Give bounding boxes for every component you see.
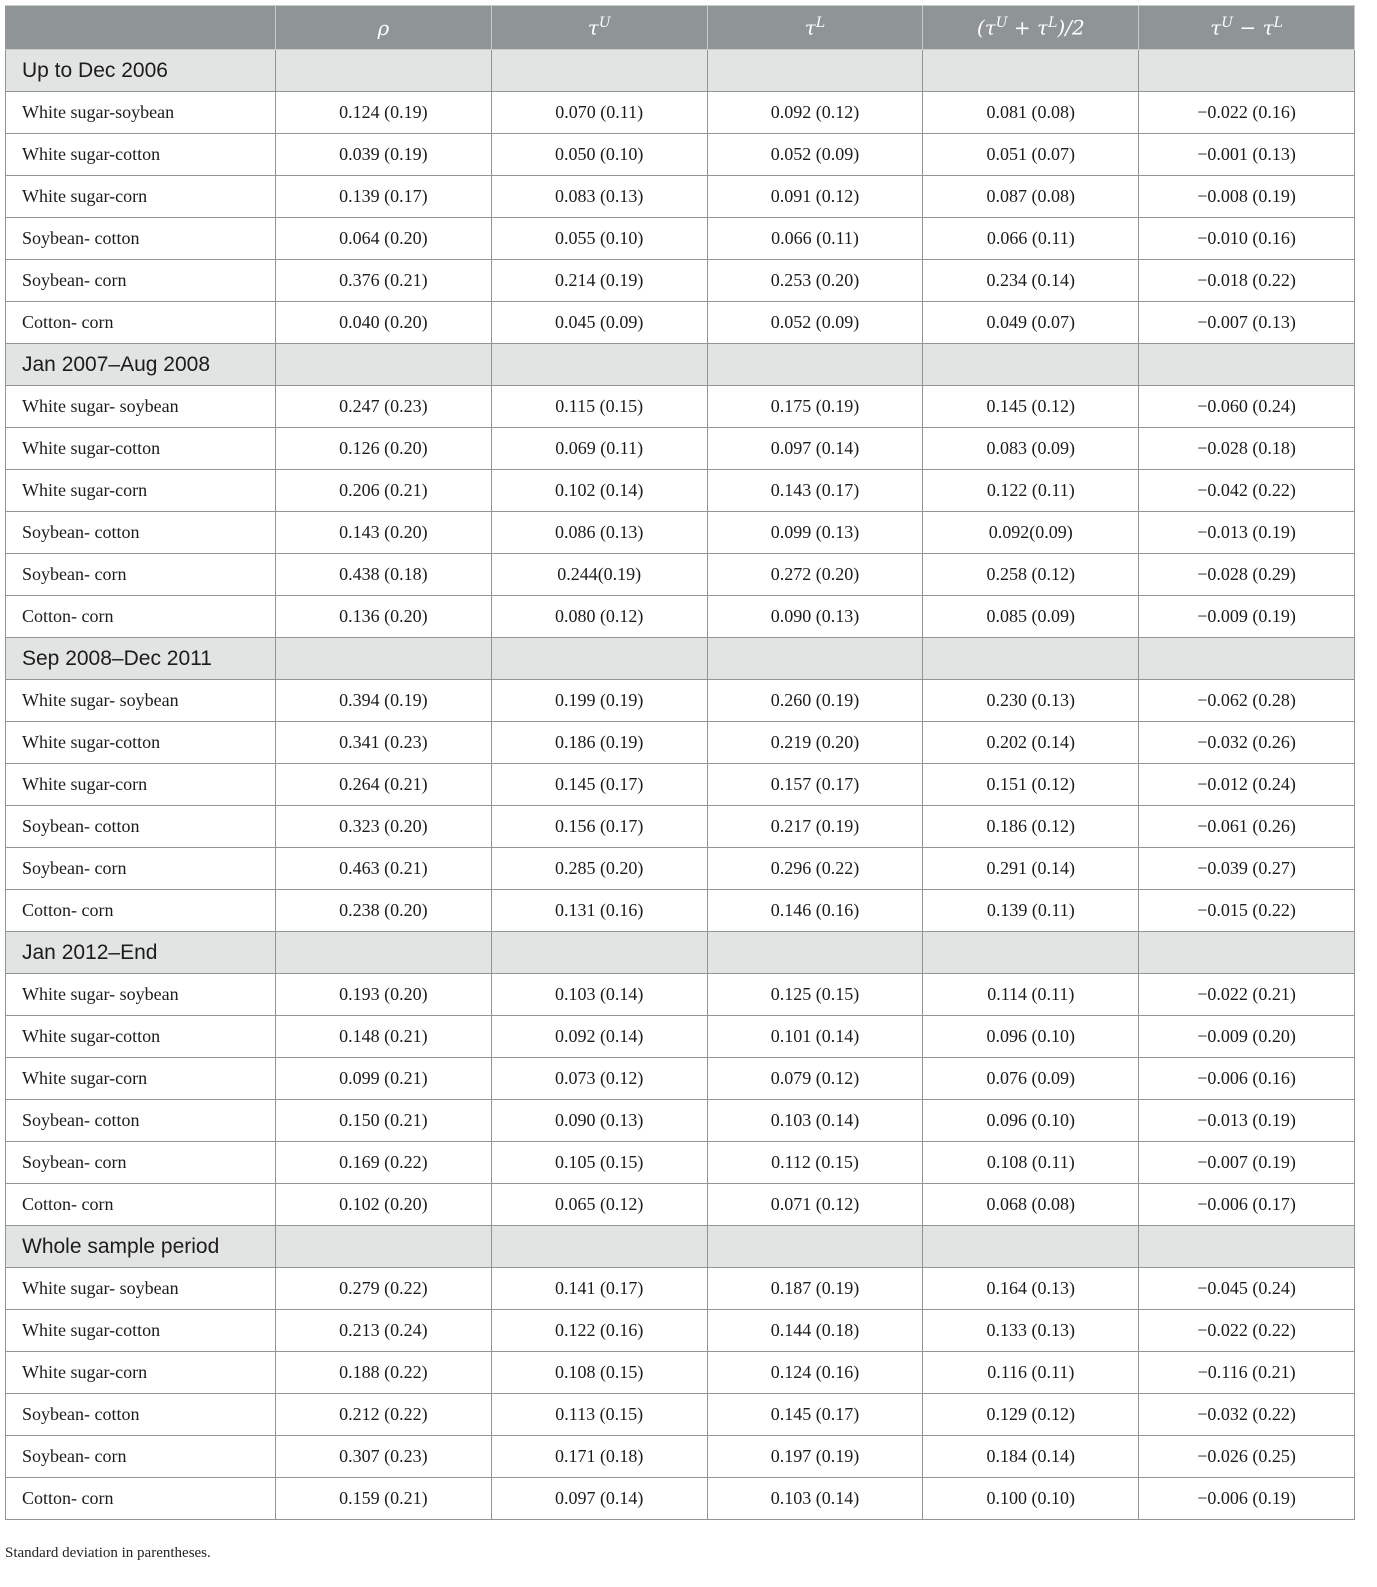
- table-row: [6, 470, 1355, 512]
- value-cell: −0.013 (0.19): [1139, 1100, 1355, 1142]
- value-cell: 0.105 (0.15): [491, 1142, 707, 1184]
- value-cell: −0.042 (0.22): [1139, 470, 1355, 512]
- table-row: [6, 764, 1355, 806]
- section-header-row: [6, 344, 1355, 386]
- value-cell: 0.264 (0.21): [276, 764, 492, 806]
- value-cell: −0.007 (0.13): [1139, 302, 1355, 344]
- value-cell: 0.112 (0.15): [707, 1142, 923, 1184]
- table-row: [6, 1184, 1355, 1226]
- value-cell: 0.175 (0.19): [707, 386, 923, 428]
- table-row: [6, 1352, 1355, 1394]
- section-title: Sep 2008–Dec 2011: [6, 638, 276, 680]
- pair-label: Cotton- corn: [6, 1184, 276, 1226]
- table-row: [6, 1142, 1355, 1184]
- table-row: [6, 302, 1355, 344]
- header-tau-diff: $\tau^U - \tau^L$: [1139, 6, 1355, 50]
- value-cell: 0.212 (0.22): [276, 1394, 492, 1436]
- value-cell: −0.013 (0.19): [1139, 512, 1355, 554]
- value-cell: 0.066 (0.11): [923, 218, 1139, 260]
- section-empty-cell: [707, 638, 923, 680]
- value-cell: −0.060 (0.24): [1139, 386, 1355, 428]
- value-cell: 0.156 (0.17): [491, 806, 707, 848]
- section-empty-cell: [276, 638, 492, 680]
- value-cell: 0.079 (0.12): [707, 1058, 923, 1100]
- value-cell: 0.148 (0.21): [276, 1016, 492, 1058]
- section-empty-cell: [923, 50, 1139, 92]
- value-cell: −0.032 (0.26): [1139, 722, 1355, 764]
- value-cell: 0.143 (0.17): [707, 470, 923, 512]
- header-rho: ρ: [276, 6, 492, 50]
- value-cell: −0.009 (0.20): [1139, 1016, 1355, 1058]
- pair-label: White sugar-cotton: [6, 134, 276, 176]
- value-cell: 0.115 (0.15): [491, 386, 707, 428]
- value-cell: 0.171 (0.18): [491, 1436, 707, 1478]
- table-row: [6, 134, 1355, 176]
- value-cell: 0.045 (0.09): [491, 302, 707, 344]
- section-title: Up to Dec 2006: [6, 50, 276, 92]
- value-cell: 0.073 (0.12): [491, 1058, 707, 1100]
- table-row: [6, 806, 1355, 848]
- value-cell: 0.164 (0.13): [923, 1268, 1139, 1310]
- value-cell: 0.055 (0.10): [491, 218, 707, 260]
- section-empty-cell: [707, 50, 923, 92]
- value-cell: 0.065 (0.12): [491, 1184, 707, 1226]
- table-row: [6, 1100, 1355, 1142]
- value-cell: 0.341 (0.23): [276, 722, 492, 764]
- value-cell: 0.291 (0.14): [923, 848, 1139, 890]
- pair-label: Cotton- corn: [6, 890, 276, 932]
- value-cell: −0.028 (0.18): [1139, 428, 1355, 470]
- value-cell: 0.244(0.19): [491, 554, 707, 596]
- header-tau-mean: $(\tau^U + \tau^L)/2$: [923, 6, 1139, 50]
- value-cell: 0.080 (0.12): [491, 596, 707, 638]
- value-cell: −0.012 (0.24): [1139, 764, 1355, 806]
- value-cell: 0.296 (0.22): [707, 848, 923, 890]
- pair-label: Soybean- corn: [6, 554, 276, 596]
- value-cell: 0.376 (0.21): [276, 260, 492, 302]
- value-cell: 0.083 (0.13): [491, 176, 707, 218]
- section-empty-cell: [1139, 1226, 1355, 1268]
- pair-label: White sugar-cotton: [6, 1016, 276, 1058]
- value-cell: 0.279 (0.22): [276, 1268, 492, 1310]
- section-empty-cell: [707, 1226, 923, 1268]
- value-cell: 0.199 (0.19): [491, 680, 707, 722]
- value-cell: 0.116 (0.11): [923, 1352, 1139, 1394]
- value-cell: 0.131 (0.16): [491, 890, 707, 932]
- value-cell: 0.169 (0.22): [276, 1142, 492, 1184]
- value-cell: 0.238 (0.20): [276, 890, 492, 932]
- value-cell: −0.022 (0.16): [1139, 92, 1355, 134]
- table-row: [6, 1436, 1355, 1478]
- value-cell: 0.145 (0.17): [491, 764, 707, 806]
- table-row: [6, 1016, 1355, 1058]
- pair-label: Soybean- cotton: [6, 806, 276, 848]
- value-cell: 0.099 (0.13): [707, 512, 923, 554]
- value-cell: 0.394 (0.19): [276, 680, 492, 722]
- section-empty-cell: [491, 50, 707, 92]
- value-cell: 0.188 (0.22): [276, 1352, 492, 1394]
- value-cell: 0.151 (0.12): [923, 764, 1139, 806]
- table-row: [6, 554, 1355, 596]
- value-cell: 0.051 (0.07): [923, 134, 1139, 176]
- table-row: [6, 1058, 1355, 1100]
- value-cell: −0.022 (0.21): [1139, 974, 1355, 1016]
- value-cell: 0.066 (0.11): [707, 218, 923, 260]
- value-cell: 0.039 (0.19): [276, 134, 492, 176]
- value-cell: 0.050 (0.10): [491, 134, 707, 176]
- value-cell: −0.001 (0.13): [1139, 134, 1355, 176]
- value-cell: 0.139 (0.11): [923, 890, 1139, 932]
- value-cell: 0.108 (0.15): [491, 1352, 707, 1394]
- pair-label: Soybean- corn: [6, 1142, 276, 1184]
- section-empty-cell: [1139, 638, 1355, 680]
- section-empty-cell: [276, 344, 492, 386]
- pair-label: Cotton- corn: [6, 596, 276, 638]
- value-cell: 0.323 (0.20): [276, 806, 492, 848]
- value-cell: −0.015 (0.22): [1139, 890, 1355, 932]
- section-empty-cell: [1139, 344, 1355, 386]
- section-header-row: [6, 50, 1355, 92]
- section-empty-cell: [707, 932, 923, 974]
- value-cell: 0.258 (0.12): [923, 554, 1139, 596]
- value-cell: 0.103 (0.14): [491, 974, 707, 1016]
- section-empty-cell: [923, 932, 1139, 974]
- dependence-table: [5, 5, 1355, 1520]
- table-row: [6, 596, 1355, 638]
- pair-label: White sugar-corn: [6, 1058, 276, 1100]
- section-title: Jan 2012–End: [6, 932, 276, 974]
- value-cell: 0.219 (0.20): [707, 722, 923, 764]
- section-empty-cell: [276, 932, 492, 974]
- value-cell: 0.102 (0.20): [276, 1184, 492, 1226]
- value-cell: 0.068 (0.08): [923, 1184, 1139, 1226]
- table-row: [6, 680, 1355, 722]
- value-cell: 0.129 (0.12): [923, 1394, 1139, 1436]
- value-cell: 0.202 (0.14): [923, 722, 1139, 764]
- value-cell: −0.006 (0.17): [1139, 1184, 1355, 1226]
- section-empty-cell: [491, 932, 707, 974]
- section-empty-cell: [707, 344, 923, 386]
- pair-label: White sugar- soybean: [6, 680, 276, 722]
- pair-label: White sugar- soybean: [6, 386, 276, 428]
- section-empty-cell: [491, 638, 707, 680]
- value-cell: 0.122 (0.11): [923, 470, 1139, 512]
- value-cell: 0.159 (0.21): [276, 1478, 492, 1520]
- value-cell: 0.052 (0.09): [707, 134, 923, 176]
- value-cell: 0.108 (0.11): [923, 1142, 1139, 1184]
- value-cell: 0.247 (0.23): [276, 386, 492, 428]
- table-row: [6, 848, 1355, 890]
- pair-label: White sugar-cotton: [6, 722, 276, 764]
- value-cell: 0.071 (0.12): [707, 1184, 923, 1226]
- value-cell: 0.136 (0.20): [276, 596, 492, 638]
- section-empty-cell: [923, 638, 1139, 680]
- value-cell: 0.143 (0.20): [276, 512, 492, 554]
- value-cell: 0.085 (0.09): [923, 596, 1139, 638]
- value-cell: 0.070 (0.11): [491, 92, 707, 134]
- header-row: [6, 6, 1355, 50]
- section-header-row: [6, 1226, 1355, 1268]
- table-row: [6, 218, 1355, 260]
- section-empty-cell: [923, 1226, 1139, 1268]
- value-cell: 0.102 (0.14): [491, 470, 707, 512]
- value-cell: 0.069 (0.11): [491, 428, 707, 470]
- section-empty-cell: [276, 50, 492, 92]
- value-cell: 0.126 (0.20): [276, 428, 492, 470]
- value-cell: 0.145 (0.17): [707, 1394, 923, 1436]
- table-row: [6, 890, 1355, 932]
- pair-label: Soybean- corn: [6, 848, 276, 890]
- value-cell: 0.124 (0.19): [276, 92, 492, 134]
- value-cell: 0.096 (0.10): [923, 1016, 1139, 1058]
- value-cell: 0.187 (0.19): [707, 1268, 923, 1310]
- section-title: Whole sample period: [6, 1226, 276, 1268]
- value-cell: 0.081 (0.08): [923, 92, 1139, 134]
- value-cell: 0.096 (0.10): [923, 1100, 1139, 1142]
- section-title: Jan 2007–Aug 2008: [6, 344, 276, 386]
- pair-label: White sugar-corn: [6, 470, 276, 512]
- value-cell: −0.022 (0.22): [1139, 1310, 1355, 1352]
- value-cell: 0.186 (0.12): [923, 806, 1139, 848]
- value-cell: 0.260 (0.19): [707, 680, 923, 722]
- value-cell: 0.150 (0.21): [276, 1100, 492, 1142]
- value-cell: 0.103 (0.14): [707, 1478, 923, 1520]
- value-cell: 0.122 (0.16): [491, 1310, 707, 1352]
- value-cell: 0.092 (0.14): [491, 1016, 707, 1058]
- pair-label: White sugar-corn: [6, 1352, 276, 1394]
- pair-label: White sugar-cotton: [6, 428, 276, 470]
- value-cell: 0.090 (0.13): [491, 1100, 707, 1142]
- value-cell: 0.076 (0.09): [923, 1058, 1139, 1100]
- pair-label: Soybean- corn: [6, 260, 276, 302]
- value-cell: 0.097 (0.14): [707, 428, 923, 470]
- value-cell: 0.213 (0.24): [276, 1310, 492, 1352]
- table-row: [6, 974, 1355, 1016]
- section-header-row: [6, 932, 1355, 974]
- value-cell: −0.007 (0.19): [1139, 1142, 1355, 1184]
- value-cell: 0.144 (0.18): [707, 1310, 923, 1352]
- value-cell: 0.186 (0.19): [491, 722, 707, 764]
- value-cell: 0.125 (0.15): [707, 974, 923, 1016]
- value-cell: 0.086 (0.13): [491, 512, 707, 554]
- value-cell: 0.272 (0.20): [707, 554, 923, 596]
- value-cell: −0.006 (0.16): [1139, 1058, 1355, 1100]
- table-row: [6, 428, 1355, 470]
- section-empty-cell: [1139, 932, 1355, 974]
- pair-label: Soybean- cotton: [6, 1394, 276, 1436]
- value-cell: 0.052 (0.09): [707, 302, 923, 344]
- value-cell: −0.018 (0.22): [1139, 260, 1355, 302]
- section-empty-cell: [276, 1226, 492, 1268]
- table-row: [6, 92, 1355, 134]
- table-footnote: Standard deviation in parentheses.: [5, 1545, 211, 1561]
- pair-label: Soybean- cotton: [6, 218, 276, 260]
- value-cell: 0.091 (0.12): [707, 176, 923, 218]
- value-cell: 0.103 (0.14): [707, 1100, 923, 1142]
- pair-label: White sugar-corn: [6, 176, 276, 218]
- table-header: [6, 6, 1355, 50]
- value-cell: 0.100 (0.10): [923, 1478, 1139, 1520]
- header-tau-lower: $\tau^L$: [707, 6, 923, 50]
- value-cell: 0.114 (0.11): [923, 974, 1139, 1016]
- value-cell: −0.006 (0.19): [1139, 1478, 1355, 1520]
- value-cell: −0.010 (0.16): [1139, 218, 1355, 260]
- value-cell: 0.145 (0.12): [923, 386, 1139, 428]
- table-body: [6, 50, 1355, 1520]
- table-container: [5, 5, 1355, 1520]
- value-cell: −0.045 (0.24): [1139, 1268, 1355, 1310]
- value-cell: 0.146 (0.16): [707, 890, 923, 932]
- pair-label: White sugar- soybean: [6, 974, 276, 1016]
- value-cell: 0.206 (0.21): [276, 470, 492, 512]
- pair-label: White sugar- soybean: [6, 1268, 276, 1310]
- value-cell: 0.099 (0.21): [276, 1058, 492, 1100]
- pair-label: Soybean- cotton: [6, 512, 276, 554]
- value-cell: 0.184 (0.14): [923, 1436, 1139, 1478]
- pair-label: White sugar-corn: [6, 764, 276, 806]
- section-empty-cell: [923, 344, 1139, 386]
- value-cell: −0.062 (0.28): [1139, 680, 1355, 722]
- table-row: [6, 512, 1355, 554]
- value-cell: 0.049 (0.07): [923, 302, 1139, 344]
- value-cell: 0.040 (0.20): [276, 302, 492, 344]
- table-row: [6, 386, 1355, 428]
- value-cell: −0.028 (0.29): [1139, 554, 1355, 596]
- pair-label: White sugar-soybean: [6, 92, 276, 134]
- table-row: [6, 1394, 1355, 1436]
- pair-label: White sugar-cotton: [6, 1310, 276, 1352]
- value-cell: 0.193 (0.20): [276, 974, 492, 1016]
- value-cell: 0.124 (0.16): [707, 1352, 923, 1394]
- table-row: [6, 1268, 1355, 1310]
- section-empty-cell: [1139, 50, 1355, 92]
- value-cell: 0.285 (0.20): [491, 848, 707, 890]
- value-cell: −0.116 (0.21): [1139, 1352, 1355, 1394]
- value-cell: −0.008 (0.19): [1139, 176, 1355, 218]
- table-row: [6, 722, 1355, 764]
- section-header-row: [6, 638, 1355, 680]
- value-cell: 0.463 (0.21): [276, 848, 492, 890]
- value-cell: −0.026 (0.25): [1139, 1436, 1355, 1478]
- value-cell: 0.092 (0.12): [707, 92, 923, 134]
- value-cell: 0.217 (0.19): [707, 806, 923, 848]
- header-corner: [6, 6, 276, 50]
- value-cell: 0.092(0.09): [923, 512, 1139, 554]
- value-cell: 0.133 (0.13): [923, 1310, 1139, 1352]
- value-cell: 0.234 (0.14): [923, 260, 1139, 302]
- value-cell: 0.230 (0.13): [923, 680, 1139, 722]
- value-cell: −0.061 (0.26): [1139, 806, 1355, 848]
- value-cell: 0.097 (0.14): [491, 1478, 707, 1520]
- value-cell: 0.253 (0.20): [707, 260, 923, 302]
- value-cell: 0.064 (0.20): [276, 218, 492, 260]
- value-cell: 0.101 (0.14): [707, 1016, 923, 1058]
- pair-label: Cotton- corn: [6, 1478, 276, 1520]
- value-cell: 0.214 (0.19): [491, 260, 707, 302]
- table-row: [6, 260, 1355, 302]
- pair-label: Soybean- cotton: [6, 1100, 276, 1142]
- table-row: [6, 176, 1355, 218]
- value-cell: 0.438 (0.18): [276, 554, 492, 596]
- section-empty-cell: [491, 1226, 707, 1268]
- value-cell: 0.141 (0.17): [491, 1268, 707, 1310]
- section-empty-cell: [491, 344, 707, 386]
- table-row: [6, 1310, 1355, 1352]
- value-cell: 0.087 (0.08): [923, 176, 1139, 218]
- pair-label: Soybean- corn: [6, 1436, 276, 1478]
- value-cell: 0.083 (0.09): [923, 428, 1139, 470]
- pair-label: Cotton- corn: [6, 302, 276, 344]
- value-cell: 0.113 (0.15): [491, 1394, 707, 1436]
- value-cell: 0.090 (0.13): [707, 596, 923, 638]
- value-cell: 0.157 (0.17): [707, 764, 923, 806]
- value-cell: 0.139 (0.17): [276, 176, 492, 218]
- header-tau-upper: $\tau^U$: [491, 6, 707, 50]
- value-cell: −0.032 (0.22): [1139, 1394, 1355, 1436]
- value-cell: −0.039 (0.27): [1139, 848, 1355, 890]
- value-cell: −0.009 (0.19): [1139, 596, 1355, 638]
- table-row: [6, 1478, 1355, 1520]
- value-cell: 0.197 (0.19): [707, 1436, 923, 1478]
- value-cell: 0.307 (0.23): [276, 1436, 492, 1478]
